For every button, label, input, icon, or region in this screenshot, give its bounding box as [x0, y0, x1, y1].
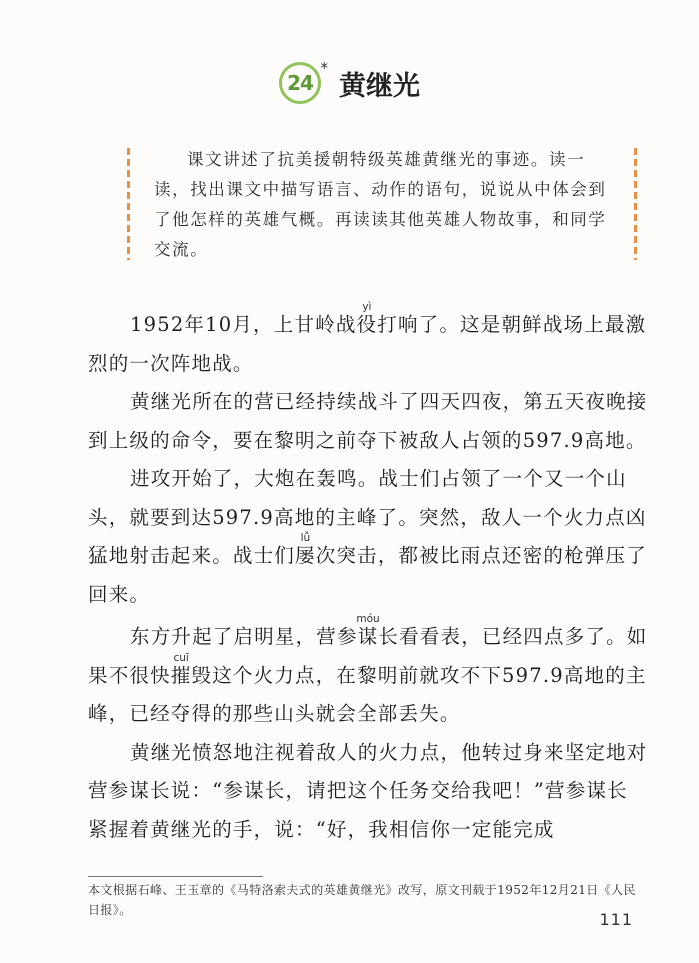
intro-box	[127, 145, 637, 263]
paragraph-1: 1952年10月，上甘岭战役yì打响了。这是朝鲜战场上最激烈的一次阵地战。	[88, 301, 647, 375]
paragraph-4: 东方升起了启明星，营参谋móu长看看表，已经四点多了。如果不很快摧cuī毁这个火力点，在黎明前就攻不下597.9高地的主峰，已经夺得的那些山头就会全部丢失。	[88, 613, 648, 725]
intro-left-border	[127, 148, 130, 260]
pinyin-annotation: 役yì	[356, 301, 378, 336]
paragraph-5: 黄继光愤怒地注视着敌人的火力点，他转过身来坚定地对营参谋长说：“参谋长，请把这个任务交给我吧！”营参谋长紧握着黄继光的手，说：“好，我相信你一定能完成	[88, 740, 648, 841]
paragraph-3: 进攻开始了，大炮在轰鸣。战士们占领了一个又一个山头，就要到达597.9高地的主峰了。突然，敌人一个火力点凶猛地射击起来。战士们屡lǚ次突击，都被比雨点还密的枪弹压了回来。	[88, 467, 647, 606]
intro-right-border	[634, 148, 637, 260]
footnote: 本文根据石峰、王玉章的《马特洛索夫式的英雄黄继光》改写，原文刊载于1952年12月21日《人民日报》。	[88, 883, 636, 917]
pinyin-annotation: 屡lǚ	[295, 532, 316, 567]
page-number: 111	[599, 910, 633, 929]
paragraph-2: 黄继光所在的营已经持续战斗了四天四夜，第五天夜晚接到上级的命令，要在黎明之前夺下被敌人占领的597.9高地。	[88, 390, 648, 452]
intro-text: 课文讲述了抗美援朝特级英雄黄继光的事迹。读一读，找出课文中描写语言、动作的语句，说说从中体会到了他怎样的英雄气概。再读读其他英雄人物故事，和同学交流。	[154, 150, 607, 259]
pinyin-annotation: 谋móu	[356, 613, 380, 648]
lesson-header	[0, 59, 699, 104]
optional-lesson-marker: *	[320, 59, 327, 77]
lesson-body	[88, 302, 648, 849]
lesson-title: 黄继光	[339, 70, 420, 102]
pinyin-annotation: 摧cuī	[170, 651, 192, 687]
lesson-number: 24	[287, 71, 313, 95]
lesson-number-badge	[279, 59, 327, 104]
footnote-divider	[88, 876, 263, 877]
